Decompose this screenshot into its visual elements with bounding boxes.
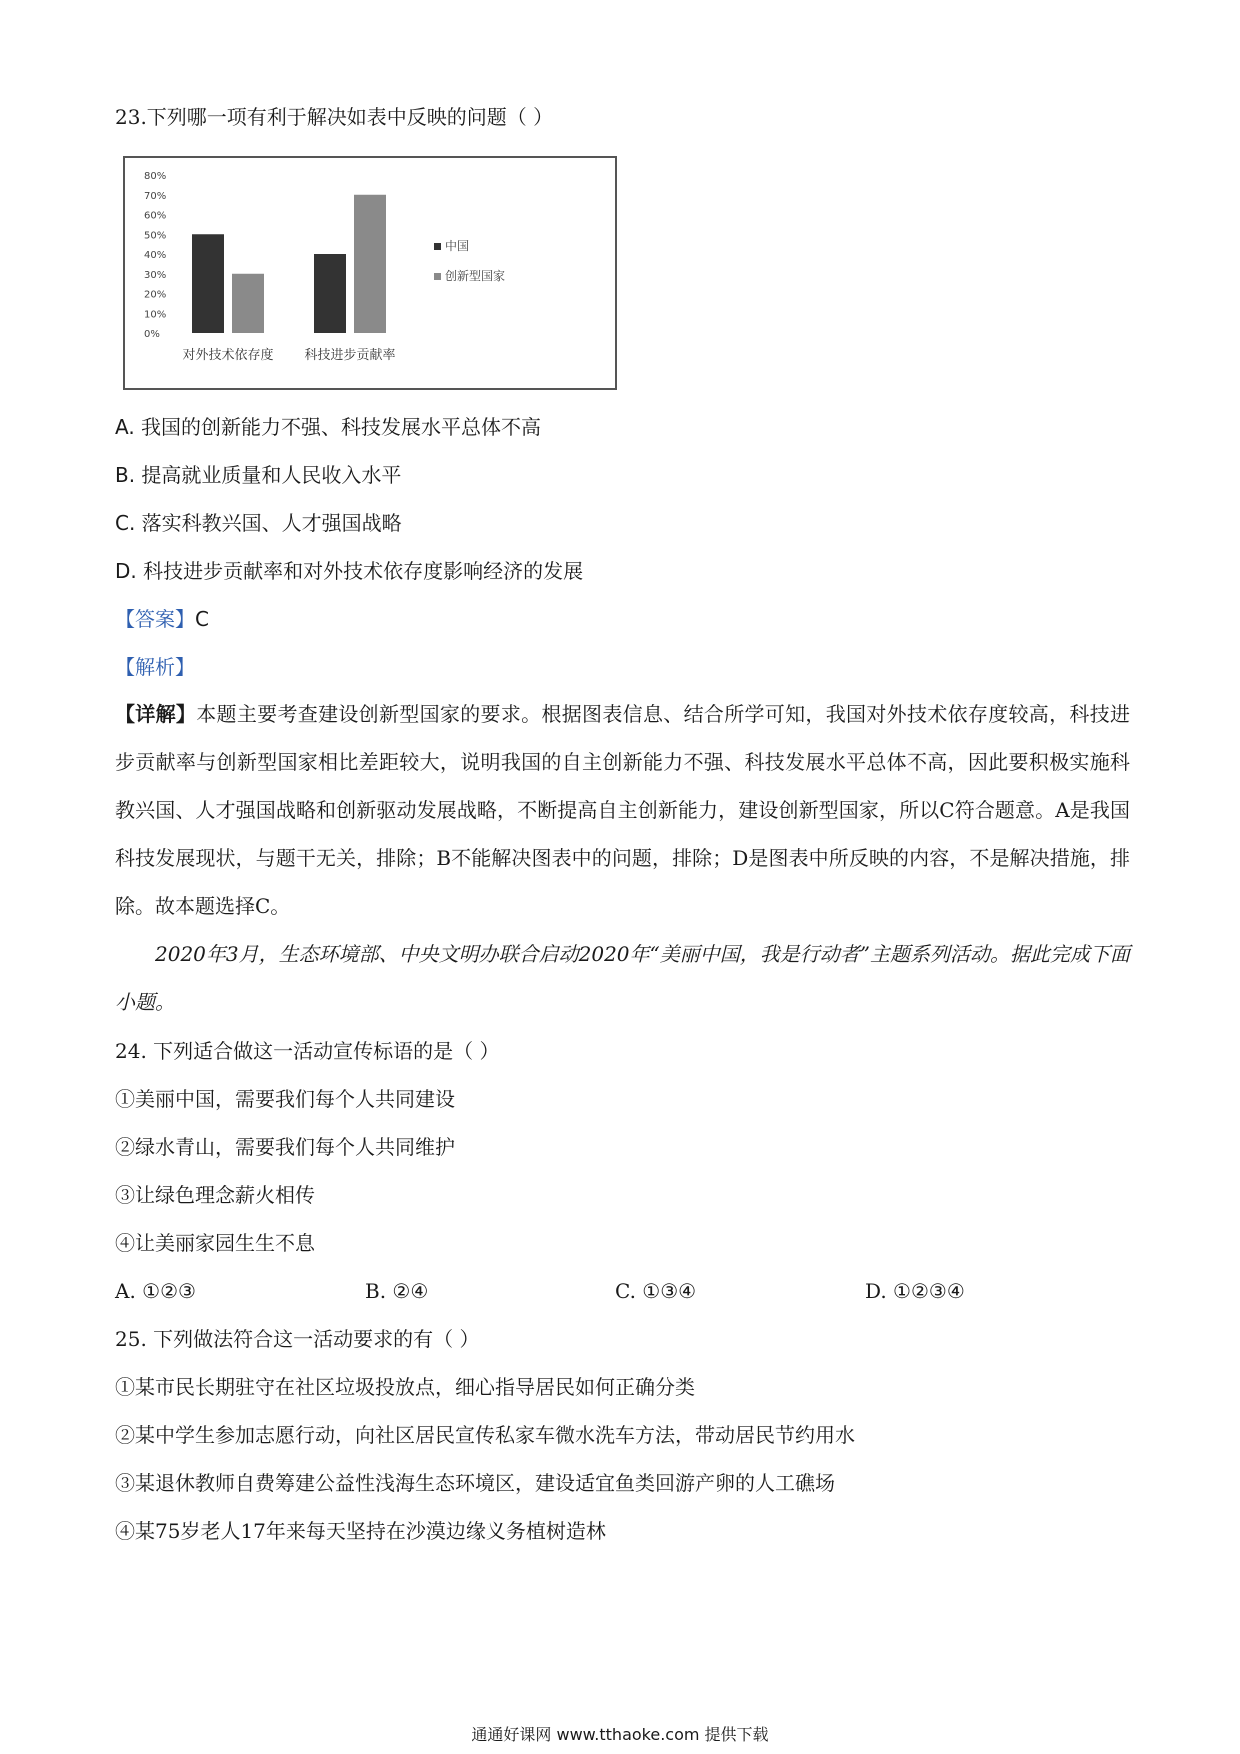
y-tick-label: 10% — [144, 309, 167, 321]
bars — [192, 195, 386, 333]
x-category-label: 科技进步贡献率 — [304, 348, 396, 363]
answer-label: 【答案】 — [115, 607, 195, 631]
q24-item-2: ②绿水青山，需要我们每个人共同维护 — [115, 1135, 455, 1159]
q25-item-1: ①某市民长期驻守在社区垃圾投放点，细心指导居民如何正确分类 — [115, 1375, 695, 1399]
y-tick-label: 20% — [144, 289, 167, 301]
detail-text: 本题主要考查建设创新型国家的要求。根据图表信息、结合所学可知，我国对外技术依存度较高，科技进步贡献率与创新型国家相比差距较大，说明我国的自主创新能力不强、科技发展水平总体不高，因此要积极实施科教兴国、人才强国战略和创新驱动发展战略，不断提高自主创新能力，建设创新型国家，所以C符合题意。A是我国科技发展现状，与题干无关，排除；B不能解决图表中的问题，排除；D是图表中所反映的内容，不是解决措施，排除。故本题选择C。 — [115, 702, 1131, 918]
q23-option-b: B. 提高就业质量和人民收入水平 — [115, 463, 402, 487]
q23-answer — [115, 606, 209, 632]
answer-value: C — [195, 607, 209, 631]
bar-2-2 — [354, 195, 386, 333]
analysis-label: 【解析】 — [115, 655, 195, 679]
q23-detail — [115, 690, 1130, 930]
bar-2-1 — [314, 254, 346, 333]
legend-swatch — [434, 273, 441, 280]
x-category-labels — [182, 347, 395, 363]
q24-choice-c: C. ①③④ — [615, 1279, 697, 1303]
q24-item-3: ③让绿色理念薪火相传 — [115, 1183, 315, 1207]
y-tick-label: 0% — [144, 329, 160, 340]
x-category-label: 对外技术依存度 — [182, 348, 274, 363]
y-tick-label: 30% — [144, 269, 167, 281]
q24-item-1: ①美丽中国，需要我们每个人共同建设 — [115, 1087, 455, 1111]
q25-item-4: ④某75岁老人17年来每天坚持在沙漠边缘义务植树造林 — [115, 1519, 606, 1543]
q25-item-3: ③某退休教师自费筹建公益性浅海生态环境区，建设适宜鱼类回游产卵的人工礁场 — [115, 1471, 835, 1495]
bar-1-2 — [232, 274, 264, 333]
legend-swatch — [434, 243, 441, 250]
y-tick-label: 60% — [144, 210, 167, 222]
q25-stem: 25. 下列做法符合这一活动要求的有（ ） — [115, 1327, 480, 1351]
q24-stem: 24. 下列适合做这一活动宣传标语的是（ ） — [115, 1039, 500, 1063]
chart-svg — [122, 155, 618, 391]
q25-item-2: ②某中学生参加志愿行动，向社区居民宣传私家车微水洗车方法，带动居民节约用水 — [115, 1423, 855, 1447]
y-tick-label: 70% — [144, 190, 167, 202]
q23-chart — [122, 155, 618, 391]
q24-choice-d: D. ①②③④ — [865, 1279, 965, 1303]
y-tick-label: 40% — [144, 250, 167, 261]
legend — [434, 238, 505, 283]
bar-1-1 — [192, 234, 224, 333]
group-intro: 2020年3月，生态环境部、中央文明办联合启动2020年“美丽中国，我是行动者”主题系列活动。据此完成下面小题。 — [115, 942, 1130, 1014]
q23-option-a: A. 我国的创新能力不强、科技发展水平总体不高 — [115, 415, 542, 439]
q23-stem: 23.下列哪一项有利于解决如表中反映的问题（ ） — [115, 105, 554, 129]
legend-label: 中国 — [445, 239, 470, 253]
q23-option-c: C. 落实科教兴国、人才强国战略 — [115, 511, 402, 535]
page-footer: 通通好课网 www.tthaoke.com 提供下载 — [471, 1725, 769, 1744]
q24-choice-b: B. ②④ — [365, 1279, 429, 1303]
y-tick-label: 50% — [144, 230, 167, 242]
y-tick-labels — [144, 171, 166, 340]
q24-item-4: ④让美丽家园生生不息 — [115, 1231, 315, 1255]
y-tick-label: 80% — [144, 171, 167, 182]
legend-label: 创新型国家 — [445, 269, 506, 283]
q24-choice-a: A. ①②③ — [115, 1279, 196, 1303]
q23-option-d: D. 科技进步贡献率和对外技术依存度影响经济的发展 — [115, 559, 584, 583]
detail-label: 【详解】 — [115, 702, 197, 726]
